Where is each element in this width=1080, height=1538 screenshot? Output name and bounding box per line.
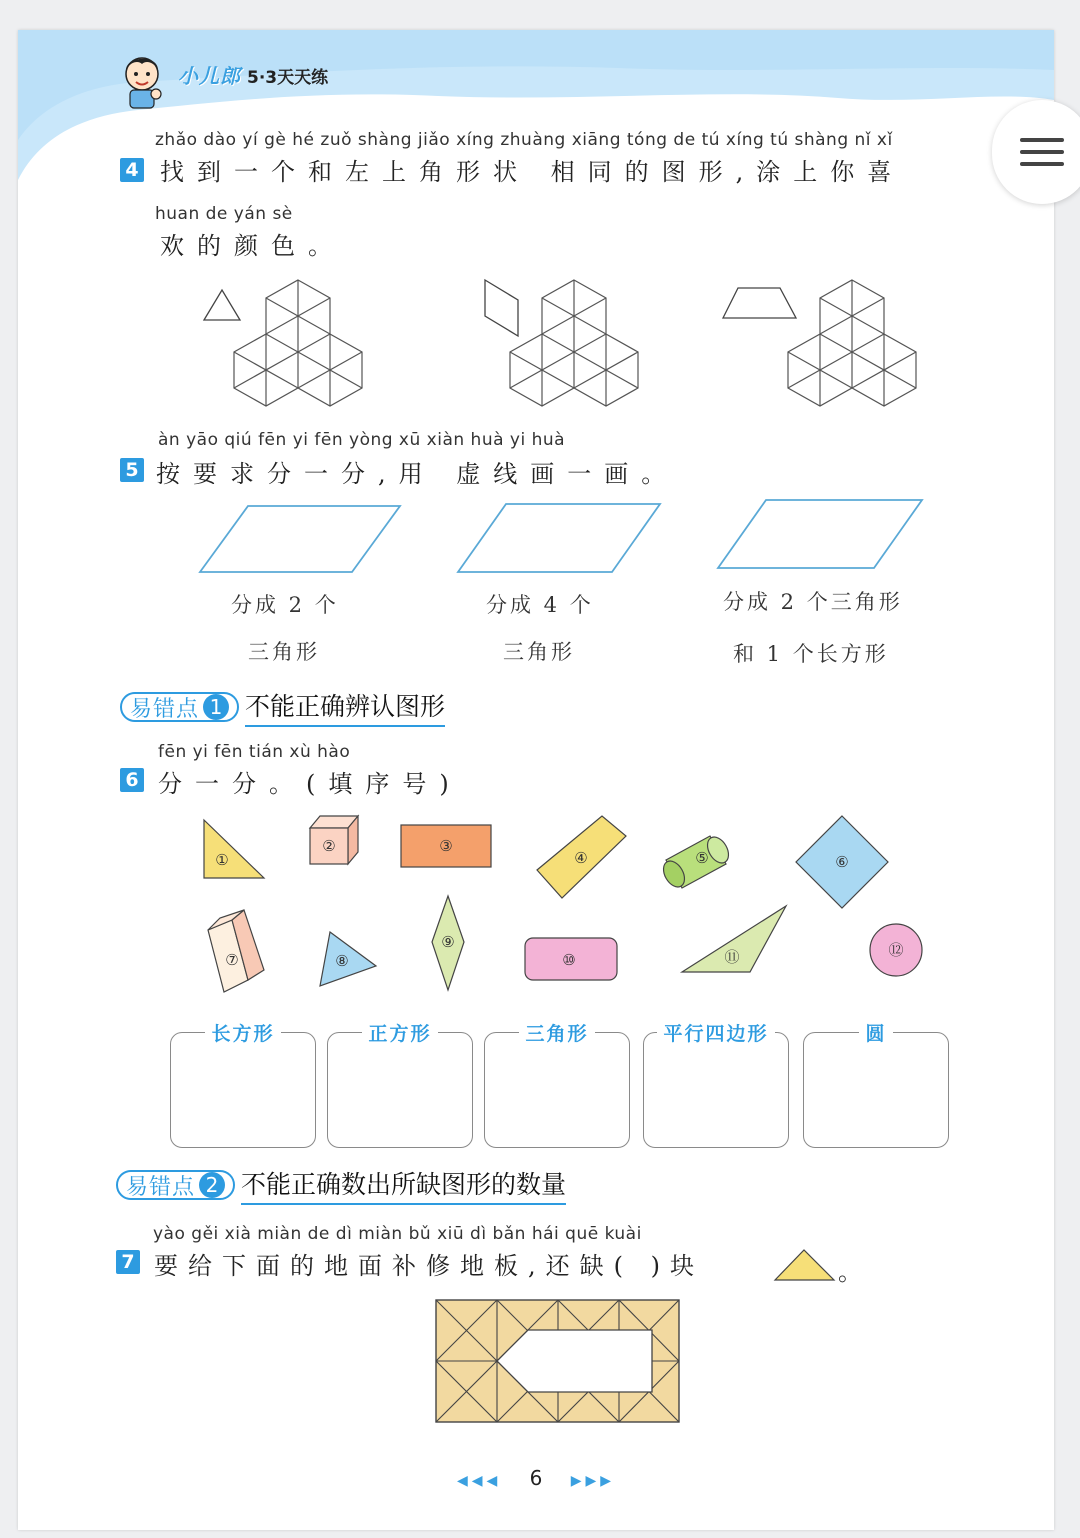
q5-parallelogram-2[interactable] (458, 504, 660, 572)
shape-1-triangle[interactable] (204, 820, 264, 878)
bin-circle-title: 圆 (859, 1023, 892, 1045)
shape-12-number: ⑫ (888, 941, 904, 959)
shape-8-triangle[interactable] (320, 932, 376, 986)
shape-11-triangle[interactable] (682, 906, 786, 972)
q7-end: 。 (838, 1258, 875, 1286)
page-number: 6 (529, 1466, 543, 1490)
q6-text: 分一分。(填序号) (158, 770, 462, 798)
shape-6-square-rotated[interactable] (796, 816, 888, 908)
q7-missing-area (497, 1330, 652, 1392)
prev-page-arrows[interactable]: ◀◀◀ (456, 1473, 502, 1489)
shape-4-parallelogram[interactable] (537, 816, 626, 898)
q5-parallelogram-3[interactable] (718, 500, 922, 568)
shape-9-number: ⑨ (441, 933, 455, 951)
bin-triangle-title: 三角形 (519, 1023, 594, 1045)
shape-8-number: ⑧ (335, 952, 349, 970)
error-tip-2-word: 易错点 (126, 1174, 196, 1200)
shape-2-cube[interactable] (310, 816, 358, 864)
workbook-page (18, 30, 1054, 1530)
figures (18, 30, 1054, 1530)
shape-5-number: ⑤ (695, 849, 709, 867)
q4-group-1 (204, 280, 362, 406)
q4-hex-figure-3[interactable] (788, 280, 916, 406)
question-7-number: 7 (116, 1250, 140, 1274)
q4-reference-trapezoid (723, 288, 796, 318)
bin-square-title: 正方形 (362, 1023, 437, 1045)
shape-9-rhombus[interactable] (432, 896, 464, 990)
shape-7-cuboid[interactable] (208, 910, 264, 992)
shape-5-cylinder[interactable] (659, 833, 733, 890)
shape-4-number: ④ (574, 849, 588, 867)
q5-label-3-line2: 和 1 个长方形 (733, 642, 889, 666)
q6-pinyin: fēn yi fēn tián xù hào (158, 742, 351, 762)
shape-10-rounded-rectangle[interactable] (525, 938, 617, 980)
shape-6-number: ⑥ (835, 853, 849, 871)
q5-label-1-line1: 分成 2 个 (231, 593, 339, 617)
menu-icon-bar-1 (1020, 138, 1064, 142)
shape-12-circle[interactable] (870, 924, 922, 976)
q4-pinyin-line2: huan de yán sè (155, 204, 293, 224)
error-tip-1-number: 1 (203, 694, 229, 720)
q4-text-line2: 欢的颜色。 (160, 232, 345, 260)
q4-group-3 (723, 280, 916, 406)
q4-pinyin-line1: zhǎo dào yí gè hé zuǒ shàng jiǎo xíng zhuàng xiāng tóng de tú xíng tú shàng nǐ xǐ (155, 130, 893, 150)
q4-hex-figure-2[interactable] (510, 280, 638, 406)
error-tip-1-word: 易错点 (130, 696, 200, 722)
q5-label-2-line1: 分成 4 个 (486, 593, 594, 617)
menu-button[interactable] (992, 100, 1080, 204)
q4-group-2 (485, 280, 638, 406)
shape-1-number: ① (215, 851, 229, 869)
shape-3-rectangle[interactable] (401, 825, 491, 867)
page-indicator (18, 1466, 1054, 1490)
error-tip-1-text: 不能正确辨认图形 (245, 687, 445, 727)
shape-10-number: ⑩ (562, 951, 576, 969)
brand-series: 5·3天天练 (247, 68, 329, 88)
next-page-arrows[interactable]: ▶▶▶ (570, 1473, 616, 1489)
q5-text: 按要求分一分,用 虚线画一画。 (156, 460, 679, 488)
q4-reference-triangle (204, 290, 240, 320)
q5-label-1-line2: 三角形 (248, 640, 320, 664)
q5-pinyin: àn yāo qiú fēn yi fēn yòng xū xiàn huà yi huà (158, 430, 566, 450)
question-4-number: 4 (120, 158, 144, 182)
q7-floor[interactable] (436, 1300, 679, 1422)
q7-triangle-icon (775, 1250, 834, 1280)
shape-2-number: ② (322, 837, 336, 855)
shape-7-number: ⑦ (225, 951, 239, 969)
shape-11-number: ⑪ (724, 948, 740, 966)
bin-rectangle-title: 长方形 (205, 1023, 280, 1045)
q5-label-2-line2: 三角形 (503, 640, 575, 664)
q4-hex-figure-1[interactable] (234, 280, 362, 406)
q7-pinyin: yào gěi xià miàn de dì miàn bǔ xiū dì bǎn hái quē kuài (153, 1224, 642, 1244)
question-6-number: 6 (120, 768, 144, 792)
q4-text-line1: 找到一个和左上角形状 相同的图形,涂上你喜 (160, 158, 905, 186)
menu-icon-bar-3 (1020, 162, 1064, 166)
q5-parallelogram-1[interactable] (200, 506, 400, 572)
brand-logo: 小儿郎 (178, 64, 241, 88)
error-tip-2-number: 2 (199, 1172, 225, 1198)
question-5-number: 5 (120, 458, 144, 482)
bin-parallelogram-title: 平行四边形 (657, 1023, 774, 1045)
q4-reference-rhombus (485, 280, 518, 336)
menu-icon-bar-2 (1020, 150, 1064, 154)
shape-3-number: ③ (439, 837, 453, 855)
q7-text: 要给下面的地面补修地板,还缺( )块 (154, 1252, 704, 1280)
error-tip-2-text: 不能正确数出所缺图形的数量 (241, 1165, 566, 1205)
q5-label-3-line1: 分成 2 个三角形 (723, 590, 903, 614)
